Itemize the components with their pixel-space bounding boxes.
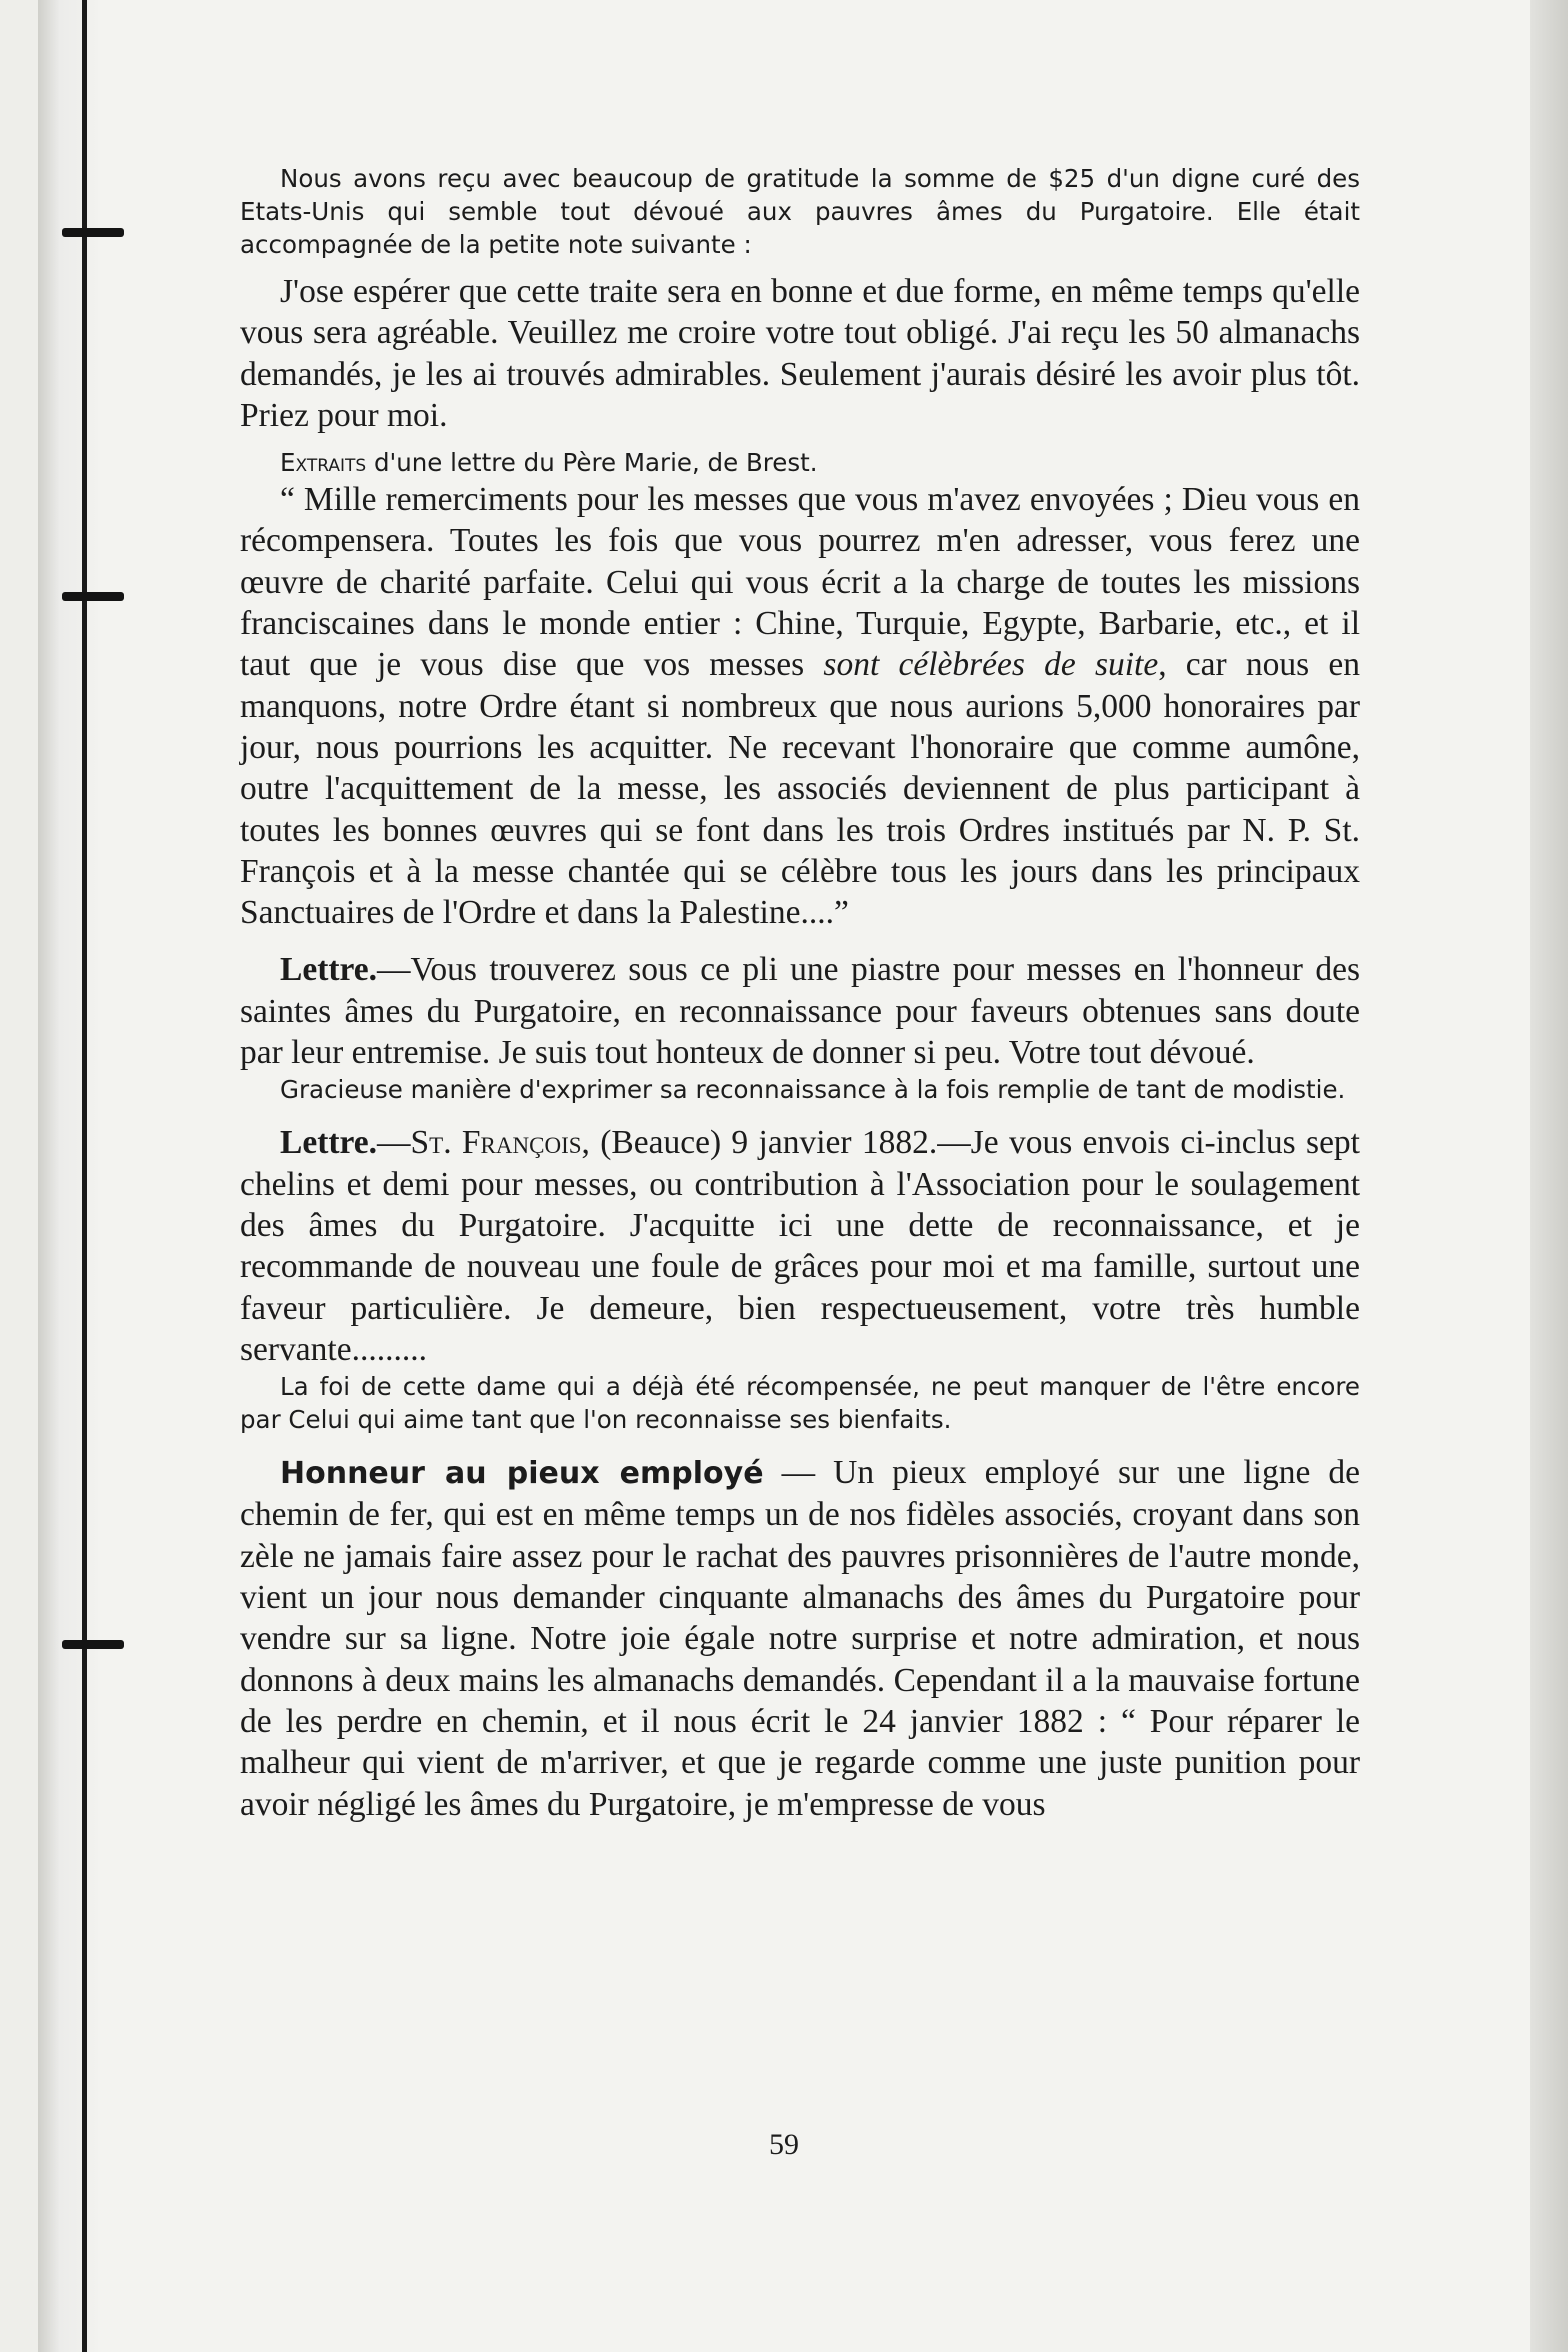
letter-1-comment: Gracieuse manière d'exprimer sa reconnaissance à la fois remplie de tant de modistie. — [280, 1075, 1346, 1105]
page-edge — [1530, 0, 1568, 2352]
letter-1-label: Lettre. — [280, 951, 378, 989]
honneur-text: — Un pieux employé sur une ligne de chemin de fer, qui est en même temps un de nos fidèles associés, croyant dans son zèle ne jamais faire assez pour le rachat des pauvres prisonnières de l'autre monde, vient un jour nous demander cinquante almanachs des âmes du Purgatoire pour vendre sur sa ligne. Notre joie égale notre surprise et notre admiration, et nous donnons à deux mains les almanachs demandés. Cependant il a la mauvaise fortune de les perdre en chemin, et il nous écrit le 24 janvier 1882 : “ Pour réparer le malheur qui vient de m'arriver, et que je regarde comme une juste punition pour avoir négligé les âmes du Purgatoire, je m'empresse de vous — [240, 1454, 1360, 1823]
page-text — [240, 162, 1360, 1825]
extract-text-end: , car nous en manquons, notre Ordre étant si nombreux que nous aurions 5,000 honoraires par jour, nous pourrions les acquitter. Ne recevant l'honoraire que comme aumône, outre l'acquittement de la messe, les associés deviennent de plus participant à toutes les bonnes œuvres qui se font dans les trois Ordres institués par N. P. St. François et à la messe chantée qui se célèbre tous les jours dans les principaux Sanctuaires de l'Ordre et dans la Palestine....” — [240, 646, 1360, 932]
extract-heading-rest: d'une lettre du Père Marie, de Brest. — [366, 448, 818, 478]
priest-note-paragraph: J'ose espérer que cette traite sera en bonne et due forme, en même temps qu'elle vous sera agréable. Veuillez me croire votre tout obligé. J'ai reçu les 50 almanachs demandés, je les ai trouvés admirables. Seulement j'aurais désiré les avoir plus tôt. Priez pour moi. — [240, 273, 1360, 434]
binding-staple — [62, 1640, 124, 1649]
extract-heading — [240, 446, 1360, 479]
honneur-label: Honneur au pieux employé — [280, 1456, 764, 1492]
intro-paragraph: Nous avons reçu avec beaucoup de gratitude la somme de $25 d'un digne curé des Etats-Unis qui semble tout dévoué aux pauvres âmes du Purgatoire. Elle était accompagnée de la petite note suivante : — [240, 164, 1360, 259]
letter-1-text: —Vous trouverez sous ce pli une piastre pour messes en l'honneur des saintes âmes du Purgatoire, en reconnaissance pour faveurs obtenues sans doute par leur entremise. Je suis tout honteux de donner si peu. Votre tout dévoué. — [240, 951, 1360, 1072]
binding-staple — [62, 228, 124, 237]
page-number: 59 — [769, 2128, 799, 2161]
honneur-paragraph — [240, 1452, 1360, 1825]
binding-staple — [62, 592, 124, 601]
letter-2-comment: La foi de cette dame qui a déjà été récompensée, ne peut manquer de l'être encore par Celui qui aime tant que l'on reconnaisse ses bienfaits. — [240, 1372, 1360, 1435]
letter-2-label: Lettre. — [280, 1124, 378, 1162]
letter-2-text: (Beauce) 9 janvier 1882.—Je vous envois ci-inclus sept chelins et demi pour messes, ou contribution à l'Association pour le soulagement des âmes du Purgatoire. J'acquitte ici une dette de reconnaissance, et je recommande de nouveau une foule de grâces pour moi et ma famille, surtout une faveur particulière. Je demeure, bien respectueusement, votre très humble servante......... — [240, 1124, 1360, 1368]
extract-text-start: “ Mille remerciments pour les messes que vous m'avez envoyées ; Dieu vous en récompensera. Toutes les fois que vous pourrez m'en adresser, vous ferez une œuvre de charité parfaite. Celui qui vous écrit a la charge de toutes les missions franciscaines dans le monde entier : Chine, Turquie, Egypte, Barbarie, etc., et il taut que je vous dise que vos messes — [240, 481, 1360, 684]
binding-spine — [82, 0, 87, 2352]
letter-2-paragraph — [240, 1122, 1360, 1370]
extract-paragraph — [240, 479, 1360, 933]
extract-italic-phrase: sont célèbrées de suite — [823, 646, 1159, 684]
letter-2-dash: — — [377, 1124, 411, 1162]
letter-2-place: St. François, — [410, 1124, 590, 1162]
letter-1-paragraph — [240, 949, 1360, 1073]
extract-heading-label: Extraits — [280, 448, 367, 478]
page-binding — [38, 0, 98, 2352]
